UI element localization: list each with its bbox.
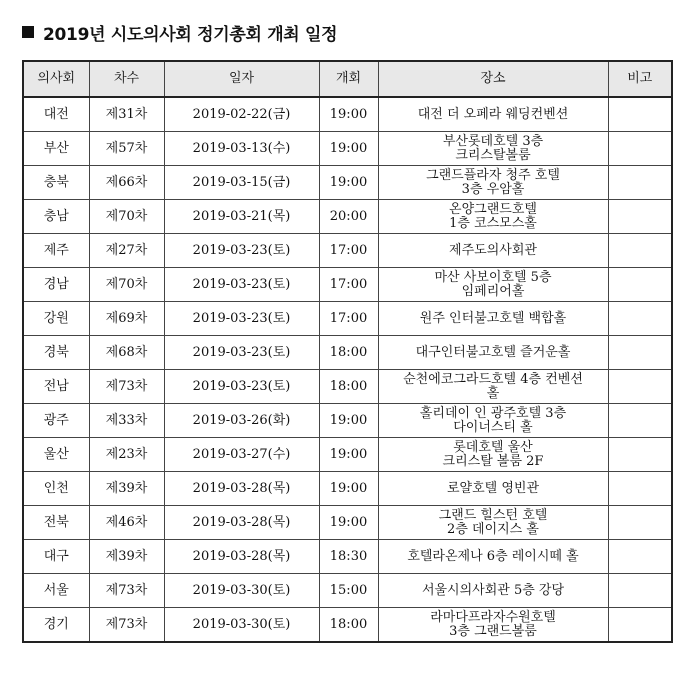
session-cell: 제57차 [89, 132, 164, 166]
session-cell: 제27차 [89, 234, 164, 268]
session-cell: 제70차 [89, 200, 164, 234]
session-cell: 제73차 [89, 608, 164, 643]
note-cell [608, 200, 672, 234]
assoc-cell: 제주 [23, 234, 89, 268]
date-cell: 2019-03-30(토) [164, 608, 319, 643]
date-cell: 2019-03-13(수) [164, 132, 319, 166]
place-line-2: 2층 데이지스 홀 [447, 521, 539, 537]
note-cell [608, 506, 672, 540]
assoc-cell: 경북 [23, 336, 89, 370]
place-line-1: 온양그랜드호텔 [449, 201, 537, 217]
note-cell [608, 404, 672, 438]
place-line-2: 크리스탈 볼룸 2F [442, 453, 544, 469]
time-cell: 18:00 [319, 608, 378, 643]
table-row [23, 268, 672, 302]
time-cell: 20:00 [319, 200, 378, 234]
table-row [23, 472, 672, 506]
table-row [23, 200, 672, 234]
date-cell: 2019-03-23(토) [164, 336, 319, 370]
time-cell: 19:00 [319, 438, 378, 472]
time-cell: 19:00 [319, 132, 378, 166]
place-line-1: 로얄호텔 영빈관 [446, 480, 540, 496]
date-cell: 2019-03-23(토) [164, 302, 319, 336]
table-row [23, 166, 672, 200]
note-cell [608, 302, 672, 336]
place-line-1: 홀리데이 인 광주호텔 3층 [419, 405, 567, 421]
time-cell: 17:00 [319, 302, 378, 336]
table-row [23, 302, 672, 336]
date-cell: 2019-03-23(토) [164, 234, 319, 268]
header-association: 의사회 [23, 61, 89, 97]
place-line-1: 라마다프라자수원호텔 [430, 609, 556, 625]
time-cell: 19:00 [319, 472, 378, 506]
session-cell: 제70차 [89, 268, 164, 302]
session-cell: 제73차 [89, 370, 164, 404]
place-cell [378, 200, 608, 234]
header-date: 일자 [164, 61, 319, 97]
place-line-1: 순천에코그라드호텔 4층 컨벤션 [403, 371, 583, 387]
place-line-2: 3층 우암홀 [461, 181, 525, 197]
date-cell: 2019-02-22(금) [164, 97, 319, 132]
session-cell: 제66차 [89, 166, 164, 200]
table-row [23, 234, 672, 268]
header-time: 개회 [319, 61, 378, 97]
note-cell [608, 234, 672, 268]
time-cell: 19:00 [319, 166, 378, 200]
assoc-cell: 울산 [23, 438, 89, 472]
note-cell [608, 132, 672, 166]
time-cell: 19:00 [319, 404, 378, 438]
assoc-cell: 광주 [23, 404, 89, 438]
time-cell: 18:30 [319, 540, 378, 574]
place-cell [378, 336, 608, 370]
note-cell [608, 268, 672, 302]
place-cell [378, 540, 608, 574]
table-row [23, 506, 672, 540]
session-cell: 제46차 [89, 506, 164, 540]
table-row [23, 574, 672, 608]
time-cell: 18:00 [319, 370, 378, 404]
assoc-cell: 경남 [23, 268, 89, 302]
date-cell: 2019-03-28(목) [164, 540, 319, 574]
place-line-1: 대전 더 오페라 웨딩컨벤션 [417, 106, 569, 122]
session-cell: 제23차 [89, 438, 164, 472]
assoc-cell: 부산 [23, 132, 89, 166]
header-note: 비고 [608, 61, 672, 97]
time-cell: 17:00 [319, 268, 378, 302]
place-cell [378, 608, 608, 643]
place-cell [378, 97, 608, 132]
place-line-1: 원주 인터불고호텔 백합홀 [419, 310, 567, 326]
place-cell [378, 438, 608, 472]
place-line-2: 다이너스티 홀 [453, 419, 533, 435]
place-cell [378, 132, 608, 166]
note-cell [608, 370, 672, 404]
time-cell: 18:00 [319, 336, 378, 370]
page-title [22, 17, 337, 47]
place-line-1: 서울시의사회관 5층 강당 [421, 582, 565, 598]
date-cell: 2019-03-27(수) [164, 438, 319, 472]
date-cell: 2019-03-30(토) [164, 574, 319, 608]
session-cell: 제39차 [89, 472, 164, 506]
time-cell: 15:00 [319, 574, 378, 608]
note-cell [608, 97, 672, 132]
session-cell: 제31차 [89, 97, 164, 132]
table-row [23, 132, 672, 166]
place-line-1: 부산롯데호텔 3층 [442, 133, 544, 149]
session-cell: 제73차 [89, 574, 164, 608]
place-line-1: 그랜드 힐스턴 호텔 [438, 507, 548, 523]
assoc-cell: 경기 [23, 608, 89, 643]
place-line-2: 임페리어홀 [461, 283, 525, 299]
table-row [23, 404, 672, 438]
assoc-cell: 전남 [23, 370, 89, 404]
table-row [23, 336, 672, 370]
assoc-cell: 전북 [23, 506, 89, 540]
schedule-table [22, 60, 673, 643]
assoc-cell: 대전 [23, 97, 89, 132]
date-cell: 2019-03-23(토) [164, 268, 319, 302]
place-line-2: 홀 [486, 385, 500, 401]
note-cell [608, 540, 672, 574]
date-cell: 2019-03-15(금) [164, 166, 319, 200]
place-cell [378, 234, 608, 268]
square-bullet-icon [22, 26, 34, 38]
assoc-cell: 인천 [23, 472, 89, 506]
header-place: 장소 [378, 61, 608, 97]
place-line-1: 롯데호텔 울산 [453, 439, 533, 455]
assoc-cell: 충북 [23, 166, 89, 200]
date-cell: 2019-03-26(화) [164, 404, 319, 438]
place-cell [378, 574, 608, 608]
table-row [23, 608, 672, 643]
place-line-1: 대구인터불고호텔 즐거운홀 [415, 344, 571, 360]
place-line-2: 크리스탈볼룸 [455, 147, 531, 163]
note-cell [608, 438, 672, 472]
page-title-text: 2019년 시도의사회 정기총회 개최 일정 [43, 24, 338, 45]
table-row [23, 540, 672, 574]
note-cell [608, 574, 672, 608]
time-cell: 19:00 [319, 506, 378, 540]
time-cell: 17:00 [319, 234, 378, 268]
place-line-1: 제주도의사회관 [449, 242, 537, 258]
table-header-row [23, 61, 672, 97]
table-row [23, 370, 672, 404]
assoc-cell: 충남 [23, 200, 89, 234]
place-cell [378, 506, 608, 540]
table-row [23, 97, 672, 132]
date-cell: 2019-03-28(목) [164, 506, 319, 540]
place-cell [378, 472, 608, 506]
place-cell [378, 268, 608, 302]
place-line-2: 1층 코스모스홀 [449, 215, 537, 231]
time-cell: 19:00 [319, 97, 378, 132]
place-cell [378, 302, 608, 336]
date-cell: 2019-03-21(목) [164, 200, 319, 234]
place-line-2: 3층 그랜드볼룸 [449, 623, 537, 639]
place-line-1: 호텔라온제나 6층 레이시떼 홀 [407, 548, 579, 564]
session-cell: 제68차 [89, 336, 164, 370]
place-line-1: 그랜드플라자 청주 호텔 [426, 167, 560, 183]
session-cell: 제39차 [89, 540, 164, 574]
note-cell [608, 336, 672, 370]
assoc-cell: 강원 [23, 302, 89, 336]
date-cell: 2019-03-23(토) [164, 370, 319, 404]
session-cell: 제33차 [89, 404, 164, 438]
header-session: 차수 [89, 61, 164, 97]
date-cell: 2019-03-28(목) [164, 472, 319, 506]
assoc-cell: 대구 [23, 540, 89, 574]
session-cell: 제69차 [89, 302, 164, 336]
place-cell [378, 370, 608, 404]
assoc-cell: 서울 [23, 574, 89, 608]
note-cell [608, 166, 672, 200]
place-cell [378, 404, 608, 438]
note-cell [608, 608, 672, 643]
place-cell [378, 166, 608, 200]
place-line-1: 마산 사보이호텔 5층 [434, 269, 552, 285]
note-cell [608, 472, 672, 506]
table-row [23, 438, 672, 472]
